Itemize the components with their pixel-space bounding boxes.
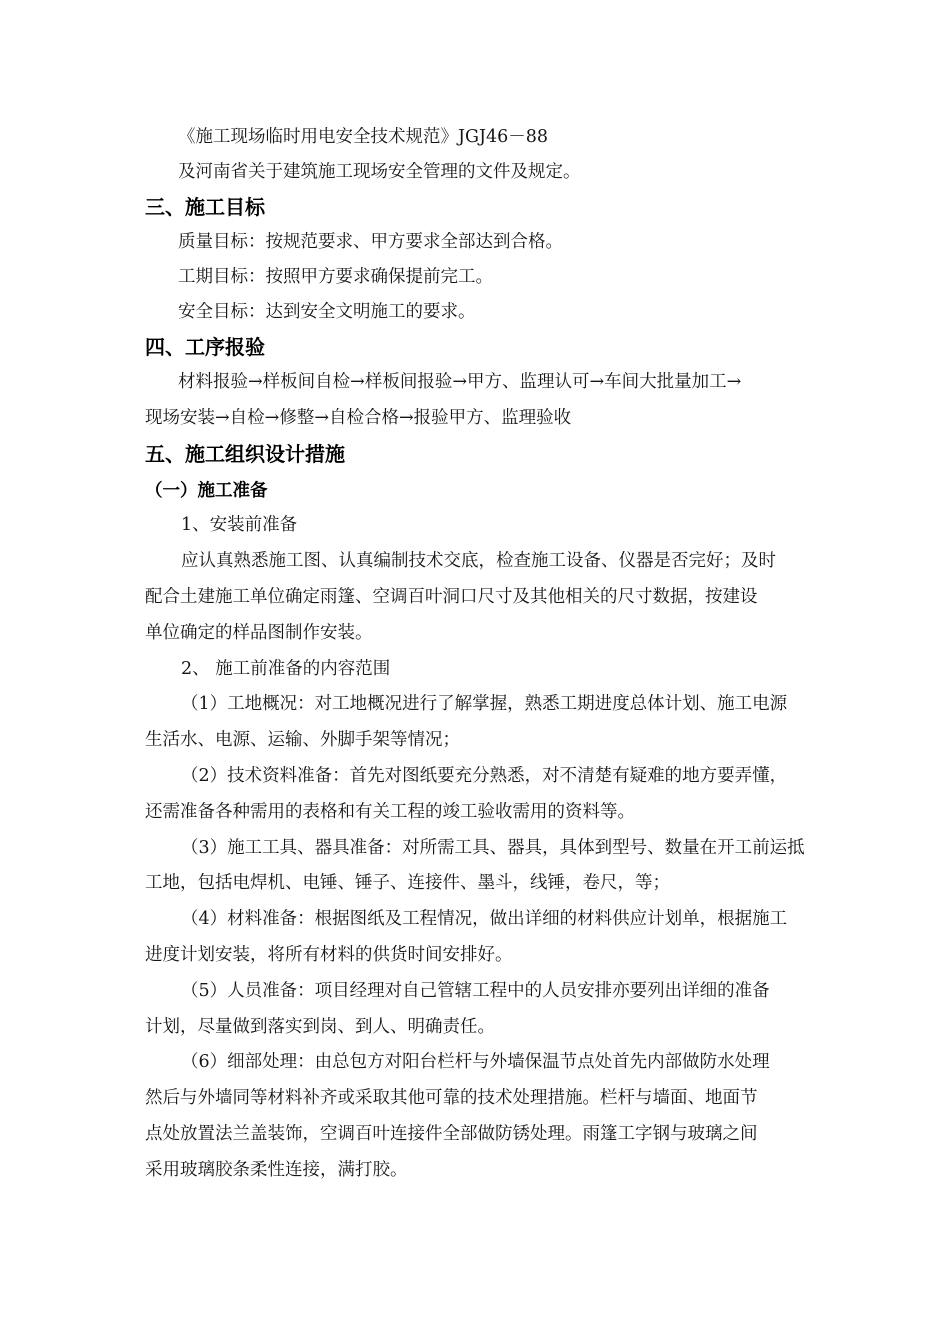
paragraph-line: 生活水、电源、运输、外脚手架等情况； [145,730,460,750]
paragraph-line: 计划，尽量做到落实到岗、到人、明确责任。 [145,1017,495,1037]
paragraph-line: 工地，包括电焊机、电锤、锤子、连接件、墨斗，线锤，卷尺，等； [145,873,670,893]
paragraph-line: 工期目标：按照甲方要求确保提前完工。 [178,267,493,287]
paragraph-line: 采用玻璃胶条柔性连接，满打胶。 [145,1160,408,1180]
paragraph-line: 现场安装→自检→修整→自检合格→报验甲方、监理验收 [145,408,572,428]
paragraph-line: 1、安装前准备 [181,515,298,535]
paragraph-line: 还需准备各种需用的表格和有关工程的竣工验收需用的资料等。 [145,802,635,822]
paragraph-line: （3）施工工具、器具准备：对所需工具、器具，具体到型号、数量在开工前运抵 [181,838,805,858]
paragraph-line: 配合土建施工单位确定雨篷、空调百叶洞口尺寸及其他相关的尺寸数据，按建设 [145,587,758,607]
section-heading: 三、施工目标 [145,195,265,219]
paragraph-line: 应认真熟悉施工图、认真编制技术交底，检查施工设备、仪器是否完好；及时 [181,551,776,571]
paragraph-line: 《施工现场临时用电安全技术规范》JGJ46－88 [178,127,549,147]
paragraph-line: 单位确定的样品图制作安装。 [145,623,373,643]
paragraph-line: 材料报验→样板间自检→样板间报验→甲方、监理认可→车间大批量加工→ [178,372,742,392]
section-heading: 五、施工组织设计措施 [145,442,345,466]
paragraph-line: 安全目标：达到安全文明施工的要求。 [178,302,476,322]
paragraph-line: 2、 施工前准备的内容范围 [181,659,391,679]
paragraph-line: （2）技术资料准备：首先对图纸要充分熟悉，对不清楚有疑难的地方要弄懂， [181,766,788,786]
paragraph-line: （6）细部处理：由总包方对阳台栏杆与外墙保温节点处首先内部做防水处理 [181,1052,770,1072]
paragraph-line: 及河南省关于建筑施工现场安全管理的文件及规定。 [178,162,581,182]
paragraph-line: （4）材料准备：根据图纸及工程情况，做出详细的材料供应计划单，根据施工 [181,909,788,929]
paragraph-line: 然后与外墙同等材料补齐或采取其他可靠的技术处理措施。栏杆与墙面、地面节 [145,1088,758,1108]
paragraph-line: 质量目标：按规范要求、甲方要求全部达到合格。 [178,232,563,252]
section-heading: 四、工序报验 [145,335,265,359]
subsection-heading: （一）施工准备 [145,481,268,501]
paragraph-line: （1）工地概况：对工地概况进行了解掌握，熟悉工期进度总体计划、施工电源 [181,694,788,714]
paragraph-line: 进度计划安装，将所有材料的供货时间安排好。 [145,945,513,965]
paragraph-line: （5）人员准备：项目经理对自己管辖工程中的人员安排亦要列出详细的准备 [181,981,770,1001]
paragraph-line: 点处放置法兰盖装饰，空调百叶连接件全部做防锈处理。雨篷工字钢与玻璃之间 [145,1124,758,1144]
